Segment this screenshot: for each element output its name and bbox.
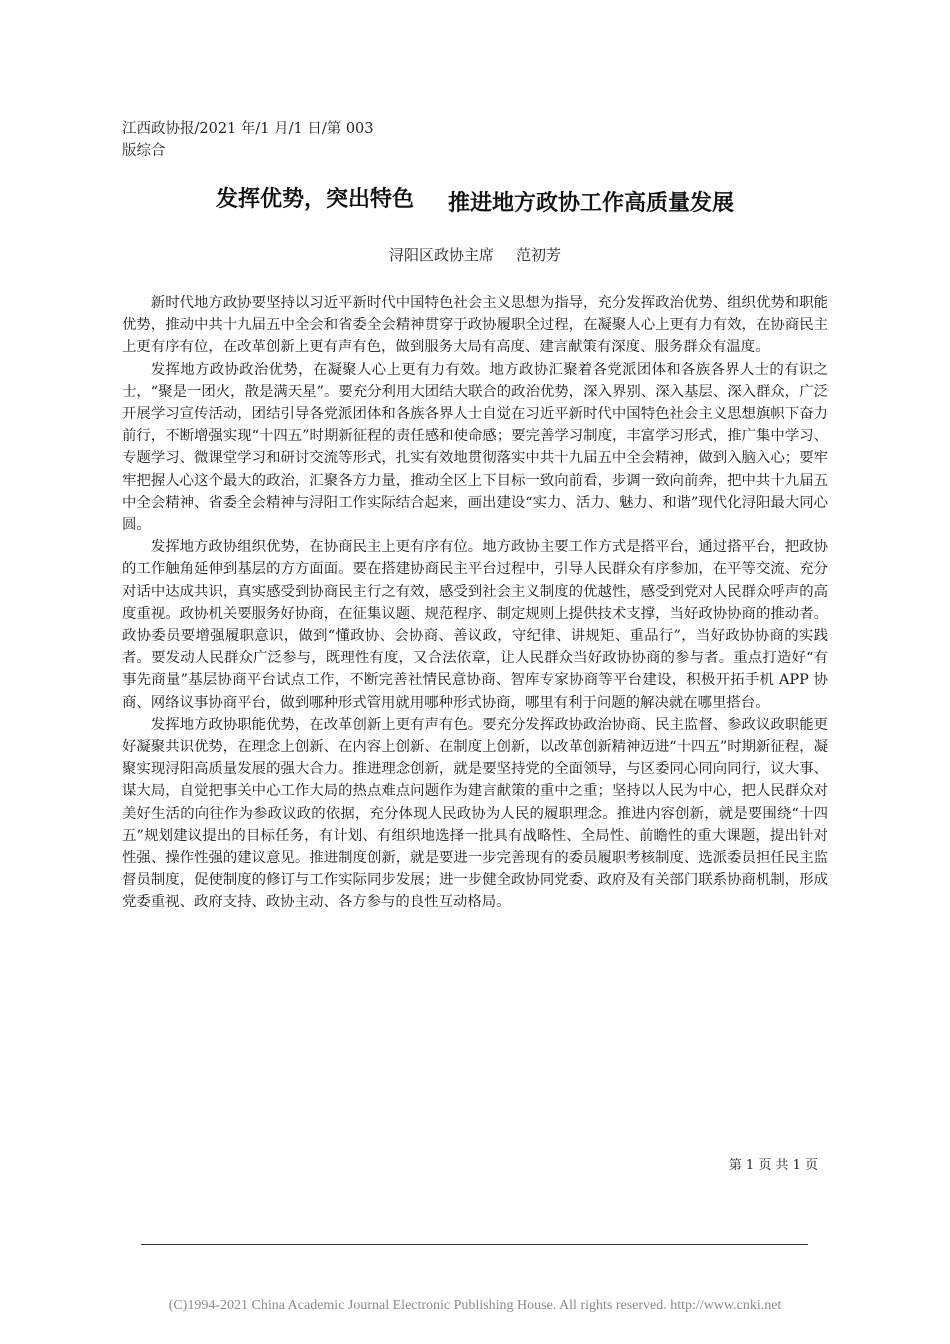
source-citation (122, 118, 422, 162)
article-title-part1: 发挥优势，突出特色 (215, 187, 414, 212)
article-paragraph: 发挥地方政协政治优势，在凝聚人心上更有力有效。地方政协汇聚着各党派团体和各族各界人士的有识之士，“聚是一团火，散是满天星”。要充分利用大团结大联合的政治优势，深入界别、深入基层、深入群众，广泛开展学习宣传活动，团结引导各党派团体和各族各界人士自觉在习近平新时代中国特色社会主义思想旗帜下奋力前行，不断增强实现“十四五”时期新征程的责任感和使命感；要完善学习制度，丰富学习形式，推广集中学习、专题学习、微课堂学习和研讨交流等形式，扎实有效地贯彻落实中共十九届五中全会精神，做到入脑入心；要牢牢把握人心这个最大的政治，汇聚各方力量，推动全区上下目标一致向前看，步调一致向前奔，把中共十九届五中全会精神、省委全会精神与浔阳工作实际结合起来，画出建设“实力、活力、魅力、和谐”现代化浔阳最大同心圆。 (122, 361, 828, 534)
footer-divider (141, 1244, 808, 1245)
article-title (0, 186, 950, 222)
copyright-notice: (C)1994-2021 China Academic Journal Electronic Publishing House. All rights reserved. http://www.cnki.net (168, 1298, 782, 1313)
article-paragraph: 新时代地方政协要坚持以习近平新时代中国特色社会主义思想为指导，充分发挥政治优势、组织优势和职能优势，推动中共十九届五中全会和省委全会精神贯穿于政协履职全过程，在凝聚人心上更有力有效，在协商民主上更有序有位，在改革创新上更有声有色，做到服务大局有高度、建言献策有深度、服务群众有温度。 (122, 295, 828, 356)
byline (0, 243, 950, 267)
source-line-1: 江西政协报/2021 年/1 月/1 日/第 003 (122, 121, 374, 137)
article-paragraph: 发挥地方政协组织优势，在协商民主上更有序有位。地方政协主要工作方式是搭平台，通过搭平台，把政协的工作触角延伸到基层的方方面面。要在搭建协商民主平台过程中，引导人民群众有序参加，在平等交流、充分对话中达成共识，真实感受到协商民主行之有效，感受到社会主义制度的优越性，感受到党对人民群众呼声的高度重视。政协机关要服务好协商，在征集议题、规范程序、制定规则上提供技术支撑，当好政协协商的推动者。政协委员要增强履职意识，做到“懂政协、会协商、善议政，守纪律、讲规矩、重品行”，当好政协协商的实践者。要发动人民群众广泛参与，既理性有度，又合法依章，让人民群众当好政协协商的参与者。重点打造好“有事先商量”基层协商平台试点工作，不断完善社情民意协商、智库专家协商等平台建设，积极开拓手机 APP 协商、网络议事协商平台，做到哪种形式管用就用哪种形式协商，哪里有利于问题的解决就在哪里搭台。 (122, 539, 828, 711)
article-body (122, 292, 828, 914)
article-paragraph: 发挥地方政协职能优势，在改革创新上更有声有色。要充分发挥政协政治协商、民主监督、参政议政职能更好凝聚共识优势，在理念上创新、在内容上创新、在制度上创新，以改革创新精神迈进“十四五”时期新征程，凝聚实现浔阳高质量发展的强大合力。推进理念创新，就是要坚持党的全面领导，与区委同心同向同行，议大事、谋大局，自觉把事关中心工作大局的热点难点问题作为建言献策的重中之重；坚持以人民为中心，把人民群众对美好生活的向往作为参政议政的依据，充分体现人民政协为人民的履职理念。推进内容创新，就是要围绕“十四五”规划建议提出的目标任务，有计划、有组织地选择一批具有战略性、全局性、前瞻性的重大课题，提出针对性强、操作性强的建议意见。推进制度创新，就是要进一步完善现有的委员履职考核制度、选派委员担任民主监督员制度，促使制度的修订与工作实际同步发展；进一步健全政协同党委、政府及有关部门联系协商机制，形成党委重视、政府支持、政协主动、各方参与的良性互动格局。 (122, 716, 828, 911)
source-line-2: 版综合 (122, 143, 166, 159)
page-number: 第 1 页 共 1 页 (728, 1158, 818, 1173)
byline-role: 浔阳区政协主席 (388, 246, 494, 264)
article-title-part2: 推进地方政协工作高质量发展 (448, 191, 735, 216)
byline-author: 范初芳 (516, 246, 562, 264)
